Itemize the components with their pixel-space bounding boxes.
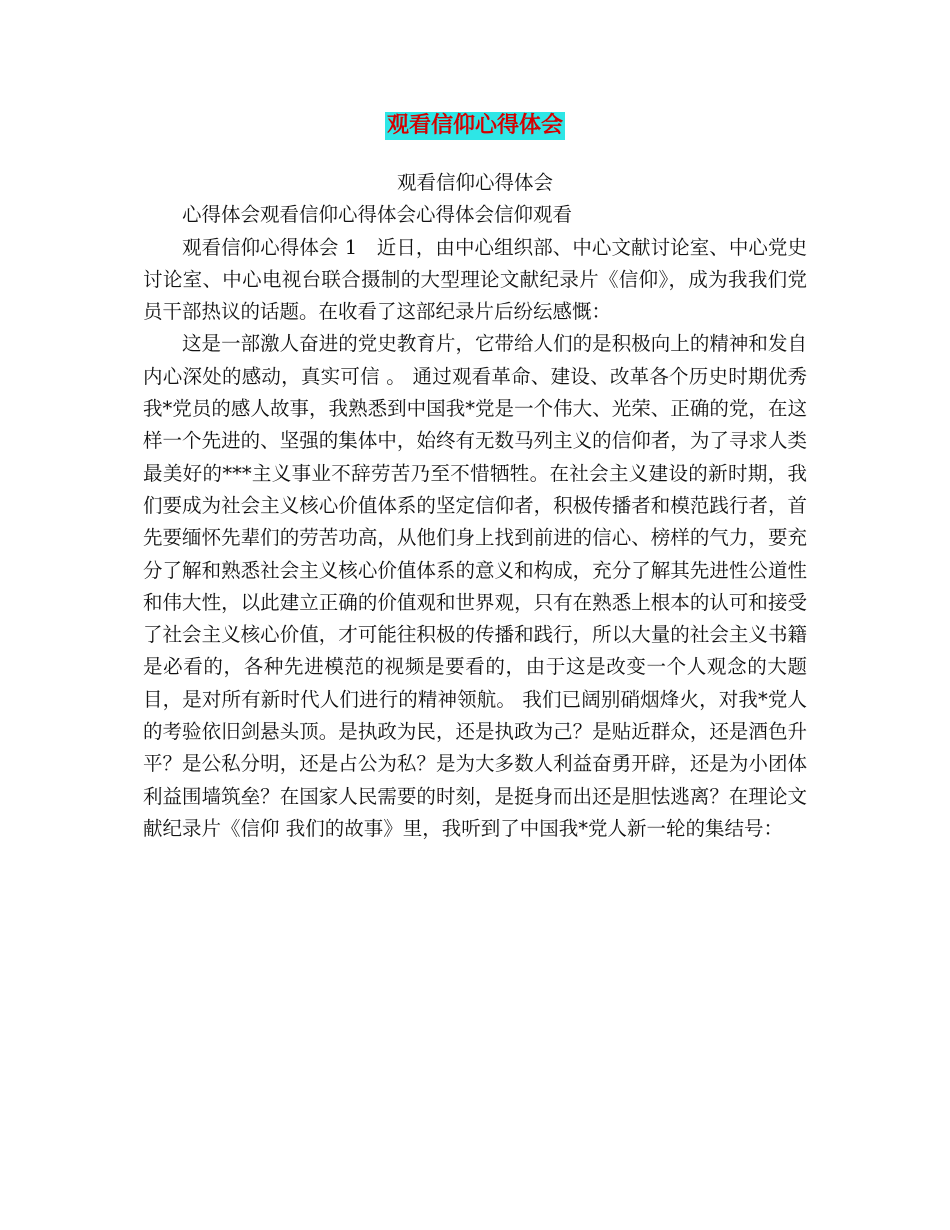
document-body	[143, 167, 807, 845]
document-title: 观看信仰心得体会	[386, 113, 563, 138]
document-subtitle: 观看信仰心得体会	[396, 171, 553, 194]
paragraph-intro: 观看信仰心得体会 1 近日，由中心组织部、中心文献讨论室、中心党史讨论室、中心电视台联合摄制的大型理论文献纪录片《信仰》，成为我我们党员干部热议的话题。在收看了这部纪录片后纷纭感慨：	[143, 235, 807, 324]
paragraph-keywords: 心得体会观看信仰心得体会心得体会信仰观看	[182, 203, 573, 227]
title-container	[0, 112, 950, 140]
paragraph-main: 这是一部激人奋进的党史教育片，它带给人们的是积极向上的精神和发自内心深处的感动，真实可信 。 通过观看革命、建设、改革各个历史时期优秀我*党员的感人故事，我熟悉到中国我*党是一个伟大、光荣、正确的党，在这样一个先进的、坚强的集体中，始终有无数马列主义的信仰者，为了寻求人类最美好的***主义事业不辞劳苦乃至不惜牺牲。在社会主义建设的新时期，我们要成为社会主义核心价值体系的坚定信仰者，积极传播者和模范践行者，首先要缅怀先辈们的劳苦功高，从他们身上找到前进的信心、榜样的气力，要充分了解和熟悉社会主义核心价值体系的意义和构成，充分了解其先进性公道性和伟大性，以此建立正确的价值观和世界观，只有在熟悉上根本的认可和接受了社会主义核心价值，才可能往积极的传播和践行，所以大量的社会主义书籍是必看的，各种先进模范的视频是要看的，由于这是改变一个人观念的大题目，是对所有新时代人们进行的精神领航。 我们已阔别硝烟烽火，对我*党人的考验依旧剑悬头顶。是执政为民，还是执政为己？是贴近群众，还是酒色升平？是公私分明，还是占公为私？是为大多数人利益奋勇开辟，还是为小团体利益围墙筑垒？在国家人民需要的时刻，是挺身而出还是胆怯逃离？在理论文献纪录片《信仰 我们的故事》里，我听到了中国我*党人新一轮的集结号：	[143, 332, 807, 840]
